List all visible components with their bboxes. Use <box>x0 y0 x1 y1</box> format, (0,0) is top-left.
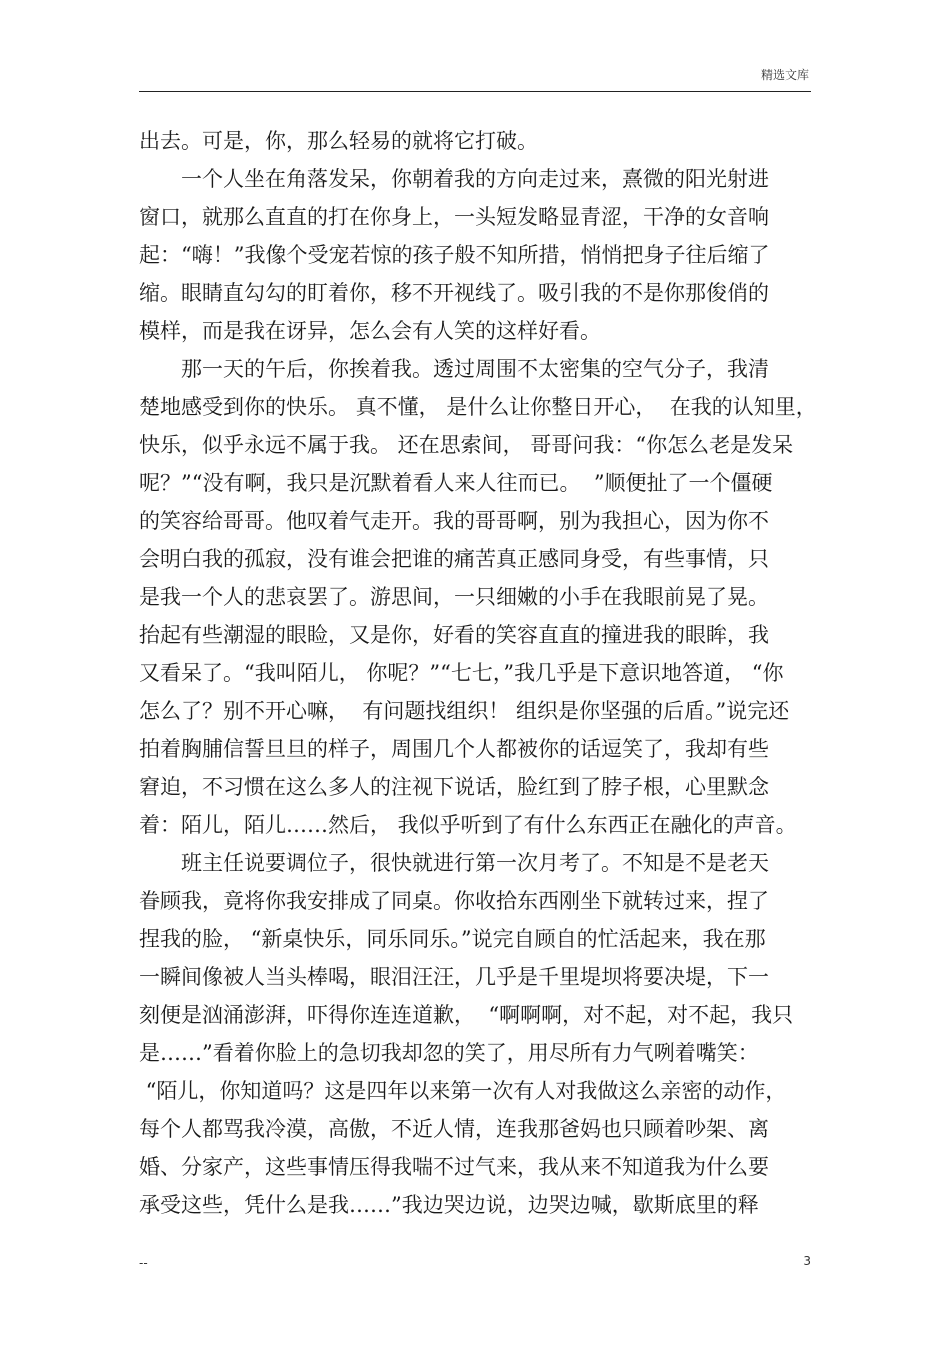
text-line: 窗口，就那么直直的打在你身上，一头短发略显青涩，干净的女音响 <box>139 205 769 229</box>
footer-marker: -- <box>139 1256 148 1270</box>
text-line: 怎么了？别不开心嘛， 有问题找组织！ 组织是你坚强的后盾。”说完还 <box>139 699 790 723</box>
text-line: 呢？”“没有啊，我只是沉默着看人来人往而已。 ”顺便扯了一个僵硬 <box>139 471 773 495</box>
text-line: 又看呆了。“我叫陌儿， 你呢？”“七七，”我几乎是下意识地答道， “你 <box>139 661 784 685</box>
text-line: 那一天的午后，你挨着我。透过周围不太密集的空气分子，我清 <box>139 357 769 381</box>
text-line: 楚地感受到你的快乐。 真不懂， 是什么让你整日开心， 在我的认知里， <box>139 395 817 419</box>
text-line: 一瞬间像被人当头棒喝，眼泪汪汪，几乎是千里堤坝将要决堤，下一 <box>139 965 769 989</box>
text-line: 一个人坐在角落发呆，你朝着我的方向走过来，熹微的阳光射进 <box>139 167 769 191</box>
header-label: 精选文库 <box>760 68 809 82</box>
text-line: 快乐，似乎永远不属于我。 还在思索间， 哥哥问我：“你怎么老是发呆 <box>139 433 794 457</box>
text-line: 班主任说要调位子，很快就进行第一次月考了。不知是不是老天 <box>139 851 769 875</box>
text-line: 窘迫，不习惯在这么多人的注视下说话，脸红到了脖子根，心里默念 <box>139 775 769 799</box>
text-line: 拍着胸脯信誓旦旦的样子，周围几个人都被你的话逗笑了，我却有些 <box>139 737 769 761</box>
text-line: 是……”看着你脸上的急切我却忽的笑了，用尽所有力气咧着嘴笑： <box>139 1041 759 1065</box>
text-line: 的笑容给哥哥。他叹着气走开。我的哥哥啊，别为我担心，因为你不 <box>139 509 769 533</box>
text-line: 着：陌儿，陌儿……然后， 我似乎听到了有什么东西正在融化的声音。 <box>139 813 797 837</box>
text-line: 婚、分家产，这些事情压得我喘不过气来，我从来不知道我为什么要 <box>139 1155 769 1179</box>
text-line: 刻便是汹涌澎湃，吓得你连连道歉， “啊啊啊，对不起，对不起，我只 <box>139 1003 794 1027</box>
text-line: 模样，而是我在讶异，怎么会有人笑的这样好看。 <box>139 319 601 343</box>
text-line: 捏我的脸， “新桌快乐，同乐同乐。”说完自顾自的忙活起来，我在那 <box>139 927 766 951</box>
header-divider <box>139 91 811 92</box>
text-line: 出去。可是，你，那么轻易的就将它打破。 <box>139 129 538 153</box>
page-number: 3 <box>803 1254 811 1268</box>
text-line: 抬起有些潮湿的眼睑，又是你，好看的笑容直直的撞进我的眼眸，我 <box>139 623 769 647</box>
text-line: 是我一个人的悲哀罢了。游思间，一只细嫩的小手在我眼前晃了晃。 <box>139 585 769 609</box>
text-line: 会明白我的孤寂，没有谁会把谁的痛苦真正感同身受，有些事情，只 <box>139 547 769 571</box>
text-line: 承受这些，凭什么是我……”我边哭边说，边哭边喊，歇斯底里的释 <box>139 1193 759 1217</box>
text-line: 眷顾我，竟将你我安排成了同桌。你收拾东西刚坐下就转过来，捏了 <box>139 889 769 913</box>
text-line: 起：“嗨！”我像个受宠若惊的孩子般不知所措，悄悄把身子往后缩了 <box>139 243 770 267</box>
text-line: “陌儿，你知道吗？这是四年以来第一次有人对我做这么亲密的动作， <box>139 1079 787 1103</box>
text-line: 每个人都骂我冷漠，高傲，不近人情，连我那爸妈也只顾着吵架、离 <box>139 1117 769 1141</box>
text-line: 缩。眼睛直勾勾的盯着你，移不开视线了。吸引我的不是你那俊俏的 <box>139 281 769 305</box>
